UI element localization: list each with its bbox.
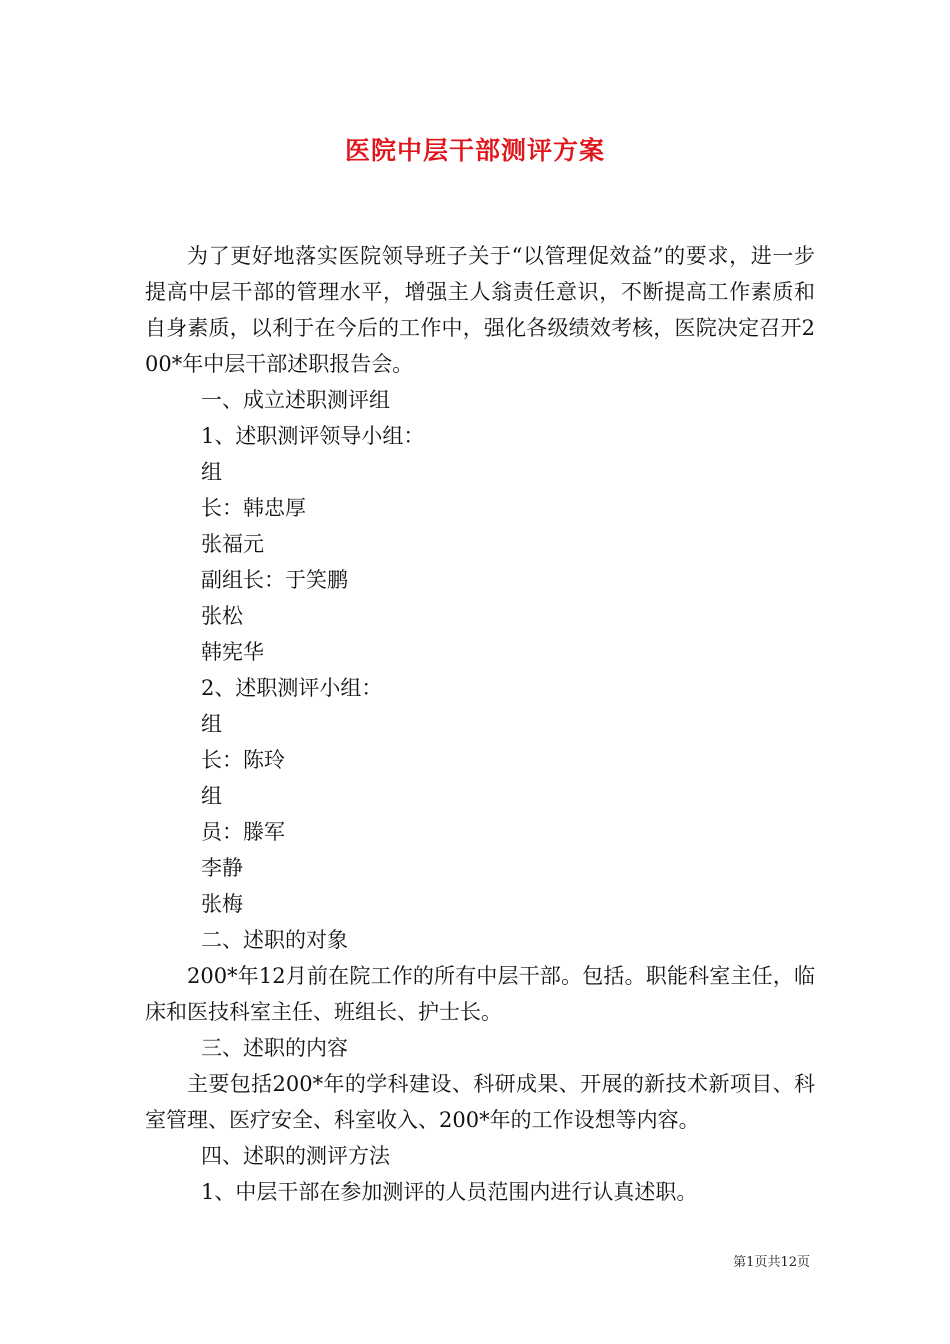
group-member-1: 李静 [201, 856, 243, 880]
section1-subheading-evaluation: 2、述职测评小组： [201, 676, 383, 700]
section2-heading: 二、述职的对象 [201, 928, 348, 952]
document-body [145, 238, 815, 1210]
vice-member-1: 张松 [201, 604, 243, 628]
intro-paragraph: 为了更好地落实医院领导班子关于“以管理促效益”的要求，进一步提高中层干部的管理水平，增强主人翁责任意识，不断提高工作素质和自身素质，以利于在今后的工作中，强化各级绩效考核，医院决定召开200*年中层干部述职报告会。 [145, 244, 815, 376]
leader-label-part1: 组 [201, 460, 222, 484]
page-indicator: 第1页共12页 [733, 1255, 810, 1270]
section2-paragraph: 200*年12月前在院工作的所有中层干部。包括。职能科室主任，临床和医技科室主任、班组长、护士长。 [145, 964, 815, 1024]
group-member-label-part1: 组 [201, 784, 222, 808]
vice-member-2: 韩宪华 [201, 640, 264, 664]
vice-leader: 副组长：于笑鹏 [201, 568, 348, 592]
section3-heading: 三、述职的内容 [201, 1036, 348, 1060]
document-title: 医院中层干部测评方案 [344, 136, 605, 165]
section1-subheading-leadership: 1、述职测评领导小组： [201, 424, 425, 448]
group-leader-label-part1: 组 [201, 712, 222, 736]
leader-member: 张福元 [201, 532, 264, 556]
group-member-label-part2: 员：滕军 [201, 820, 285, 844]
leader-label-part2: 长：韩忠厚 [201, 496, 306, 520]
section4-heading: 四、述职的测评方法 [201, 1144, 390, 1168]
group-member-2: 张梅 [201, 892, 243, 916]
section3-paragraph: 主要包括200*年的学科建设、科研成果、开展的新技术新项目、科室管理、医疗安全、科室收入、200*年的工作设想等内容。 [145, 1072, 815, 1132]
group-leader-label-part2: 长：陈玲 [201, 748, 285, 772]
section1-heading: 一、成立述职测评组 [201, 388, 390, 412]
section4-item-1: 1、中层干部在参加测评的人员范围内进行认真述职。 [201, 1180, 698, 1204]
